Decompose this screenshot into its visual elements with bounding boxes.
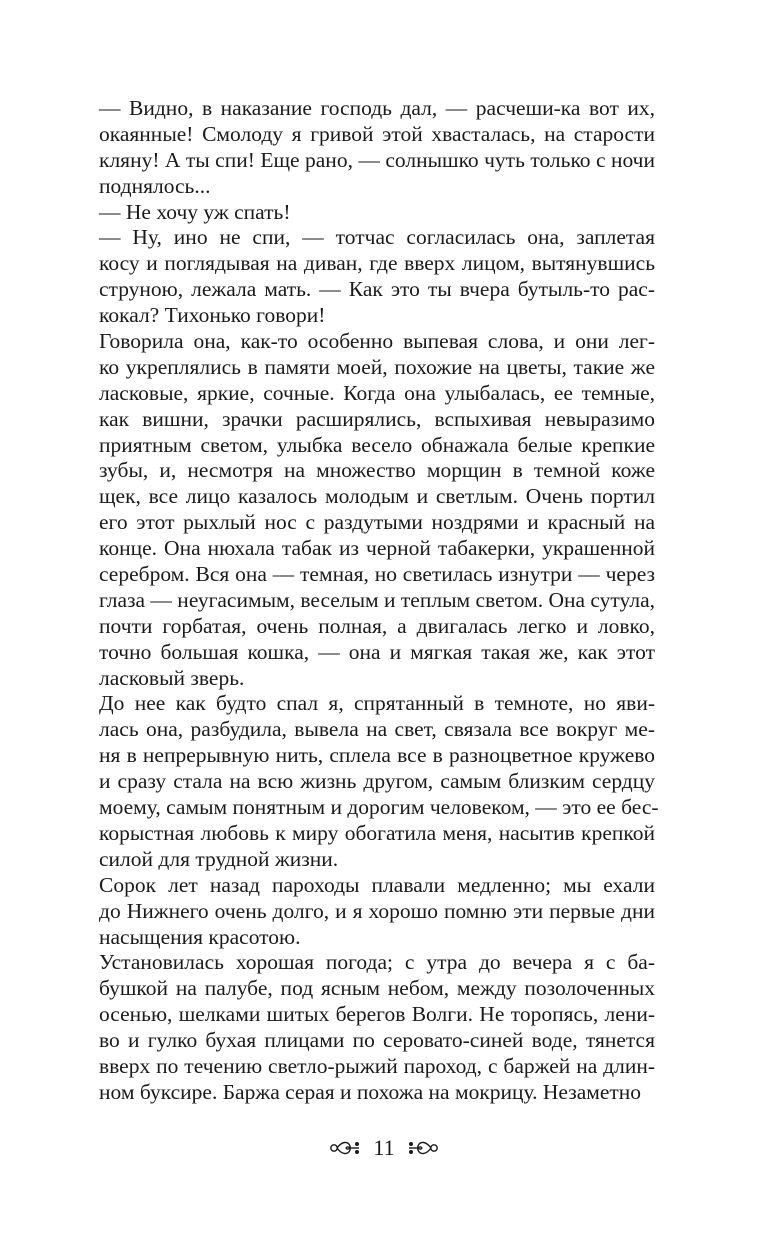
text-line: силой для трудной жизни. <box>99 846 339 871</box>
text-line: бушкой на палубе, под ясным небом, между позолоченных <box>99 976 655 1001</box>
text-line: вверх по течению светло-рыжий пароход, с баржей на длин- <box>99 1053 655 1078</box>
text-line: ласковые, яркие, сочные. Когда она улыбалась, ее темные, <box>99 380 655 405</box>
page-footer <box>0 1132 768 1162</box>
text-line: и сразу стала на всю жизнь другом, самым близким сердцу <box>99 769 655 794</box>
text-line: во и гулко бухая плицами по серовато-синей воде, тянется <box>99 1028 655 1053</box>
text-line: до Нижнего очень долго, и я хорошо помню эти первые дни <box>99 898 655 923</box>
text-line: Установилась хорошая погода; с утра до вечера я с ба- <box>99 950 655 975</box>
paragraph <box>99 691 659 872</box>
left-ornament-icon <box>328 1138 362 1158</box>
paragraph <box>99 329 655 691</box>
paragraph <box>99 200 655 226</box>
text-line: косу и поглядывая на диван, где вверх лицом, вытянувшись <box>99 251 655 276</box>
text-line: Сорок лет назад пароходы плавали медленно; мы ехали <box>99 872 655 897</box>
text-line: окаянные! Смолоду я гривой этой хвасталась, на старости <box>99 121 655 146</box>
page-number: 11 <box>373 1134 395 1160</box>
paragraph <box>99 225 655 329</box>
text-line: ласковый зверь. <box>99 665 245 690</box>
text-line: зубы, и, несмотря на множество морщин в темной коже <box>99 458 655 483</box>
paragraph <box>99 950 655 1105</box>
text-line: насыщения красотою. <box>99 924 301 949</box>
text-line: его этот рыхлый нос с раздутыми ноздрями и красный на <box>99 510 655 535</box>
text-line: почти горбатая, очень полная, а двигалась легко и ловко, <box>99 613 655 638</box>
text-line: поднялось... <box>99 173 211 198</box>
text-line: точно большая кошка, — она и мягкая такая же, как этот <box>99 639 655 664</box>
paragraph <box>99 873 655 951</box>
text-line: кокал? Тихонько говори! <box>99 303 326 328</box>
text-line: Говорила она, как-то особенно выпевая слова, и они лег- <box>99 329 655 354</box>
text-line: ко укреплялись в памяти моей, похожие на цветы, такие же <box>99 354 655 379</box>
text-line: лась она, разбудила, вывела на свет, связала все вокруг ме- <box>99 717 655 742</box>
paragraph <box>99 96 655 200</box>
text-line: — Видно, в наказание господь дал, — расчеши-ка вот их, <box>99 96 655 120</box>
text-line: как вишни, зрачки расширялись, вспыхивая невыразимо <box>99 406 655 431</box>
text-line: кляну! А ты спи! Еще рано, — солнышко чуть только с ночи <box>99 147 655 172</box>
right-ornament-icon <box>406 1138 440 1158</box>
body-text <box>99 96 659 1106</box>
text-line: серебром. Вся она — темная, но светилась изнутри — через <box>99 562 655 587</box>
text-line: струною, лежала мать. — Как это ты вчера бутыль-то рас- <box>99 277 655 302</box>
text-line: ном буксире. Баржа серая и похожа на мокрицу. Незаметно <box>99 1079 642 1104</box>
text-line: — Ну, ино не спи, — тотчас согласилась она, заплетая <box>99 225 655 250</box>
text-line: конце. Она нюхала табак из черной табакерки, украшенной <box>99 536 655 561</box>
text-line: приятным светом, улыбка весело обнажала белые крепкие <box>99 432 655 457</box>
text-line: — Не хочу уж спать! <box>99 199 291 224</box>
text-line: глаза — неугасимым, веселым и теплым светом. Она сутула, <box>99 587 655 612</box>
text-line: щек, все лицо казалось молодым и светлым. Очень портил <box>99 484 655 509</box>
text-line: моему, самым понятным и дорогим человеком, — это ее бес- <box>99 795 659 820</box>
text-line: осенью, шелками шитых берегов Волги. Не торопясь, лени- <box>99 1002 655 1027</box>
text-line: ня в непрерывную нить, сплела все в разноцветное кружево <box>99 743 655 768</box>
text-line: корыстная любовь к миру обогатила меня, насытив крепкой <box>99 820 655 845</box>
text-line: До нее как будто спал я, спрятанный в темноте, но яви- <box>99 691 655 716</box>
